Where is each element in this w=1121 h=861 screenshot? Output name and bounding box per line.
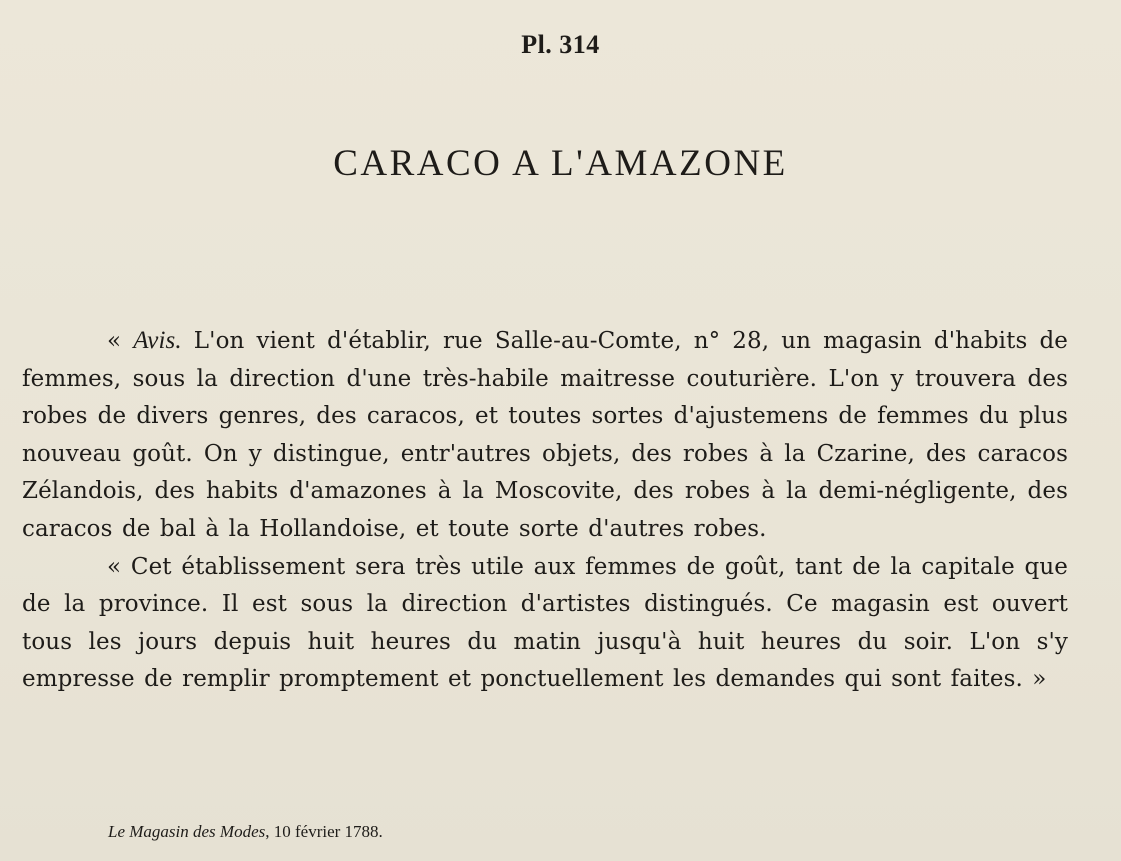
plate-number: Pl. 314: [521, 30, 600, 59]
body-text: [22, 322, 1068, 699]
page-title: CARACO A L'AMAZONE: [333, 142, 788, 184]
paragraph-2: « Cet établissement sera très utile aux femmes de goût, tant de la capitale que de la province. Il est sous la direction d'artistes distingués. Ce magasin est ouvert tous les jours depuis huit heures du matin jusqu'à huit heures du soir. L'on s'y empresse de remplir promptement et ponctuellement les demandes qui sont faites. »: [22, 553, 1068, 693]
source-publication: Le Magasin des Modes: [108, 822, 266, 841]
paragraph-1: [22, 322, 1068, 549]
opening-quote: «: [107, 328, 134, 354]
paragraph-lead-word: Avis.: [133, 327, 182, 354]
paragraph-1-text: L'on vient d'établir, rue Salle-au-Comte, n° 28, un magasin d'habits de femmes, sous la direction d'une très-habile maitresse couturière. L'on y trouvera des robes de divers genres, des caracos, et toutes sortes d'ajustemens de femmes du plus nouveau goût. On y distingue, entr'autres objets, des robes à la Czarine, des caracos Zélandois, des habits d'amazones à la Moscovite, des robes à la demi-négligente, des caracos de bal à la Hollandoise, et toute sorte d'autres robes.: [22, 328, 1068, 542]
source-date: , 10 février 1788.: [265, 822, 383, 841]
source-citation: [108, 822, 383, 842]
